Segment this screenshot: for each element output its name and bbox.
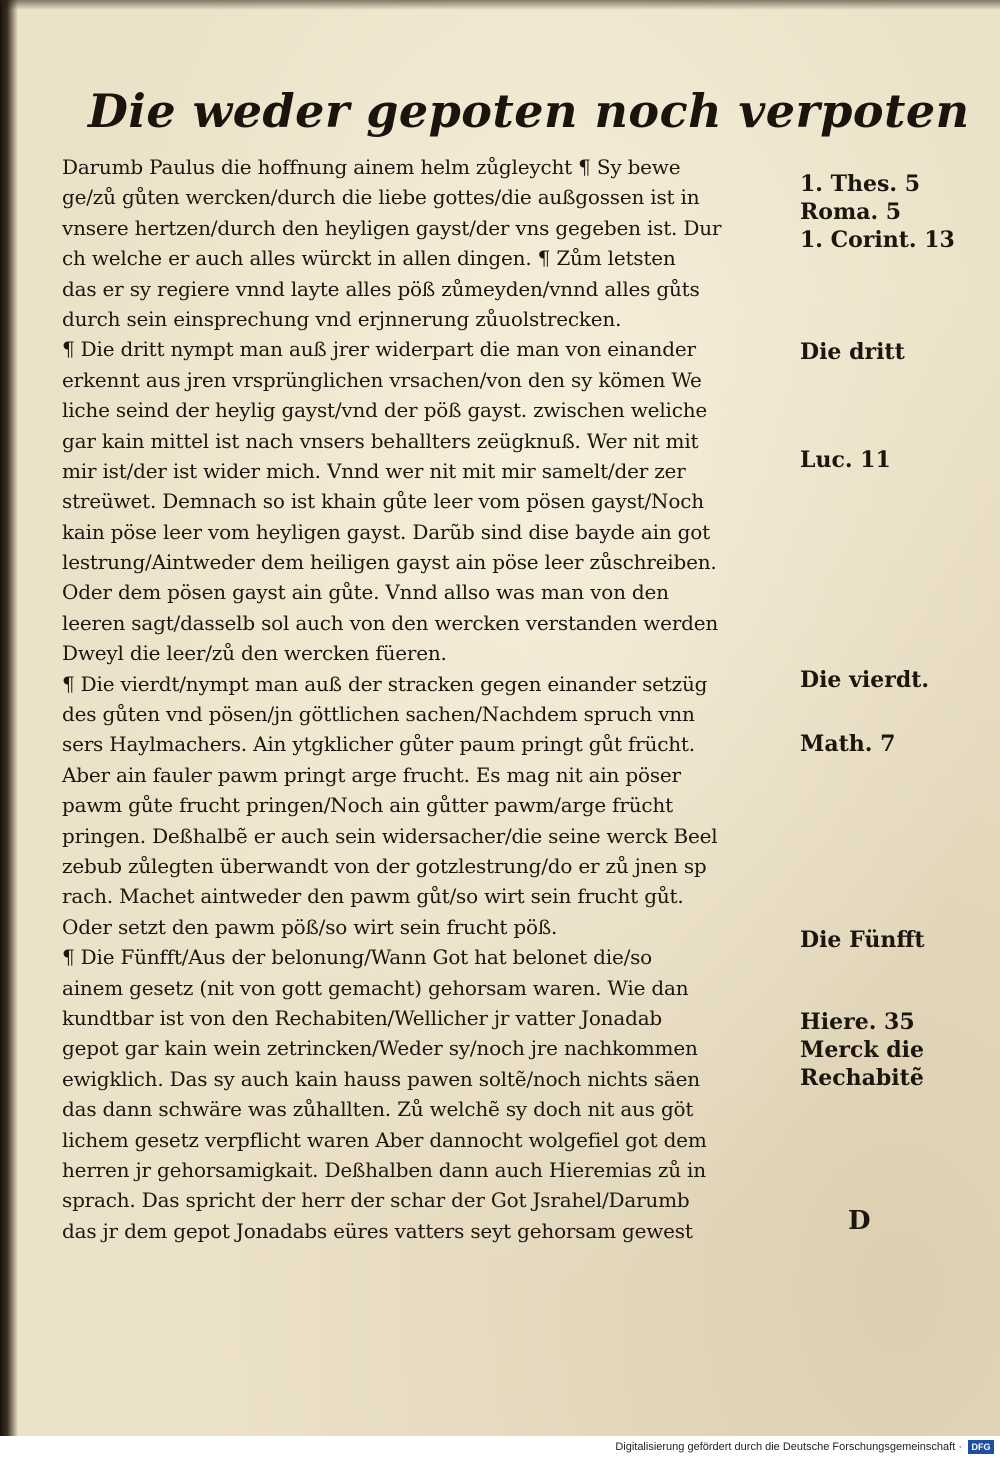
text-line: pawm gůte frucht pringen/Noch ain gůtter pawm/arge frücht xyxy=(62,793,673,818)
body-text xyxy=(62,152,800,1246)
text-line: ainem gesetz (nit von gott gemacht) gehorsam waren. Wie dan xyxy=(62,975,689,1000)
text-line: Oder dem pösen gayst ain gůte. Vnnd allso was man von den xyxy=(62,580,669,605)
text-line: ¶ Die Fünfft/Aus der belonung/Wann Got hat belonet die/so xyxy=(62,945,653,970)
text-line: gar kain mittel ist nach vnsers behallters zeügknuß. Wer nit mit xyxy=(62,428,699,453)
margin-note: 1. Thes. 5 xyxy=(800,171,921,197)
margin-note: 1. Corint. 13 xyxy=(800,227,955,253)
margin-note: Roma. 5 xyxy=(800,199,902,225)
text-line: durch sein einsprechung vnd erjnnerung zůuolstrecken. xyxy=(62,306,622,331)
text-line: das jr dem gepot Jonadabs eüres vatters seyt gehorsam gewest xyxy=(62,1218,693,1243)
margin-note: Merck die xyxy=(800,1037,924,1063)
margin-note: Rechabitẽ xyxy=(800,1065,924,1091)
text-line: ewigklich. Das sy auch kain hauss pawen soltẽ/noch nichts säen xyxy=(62,1066,700,1091)
dfg-logo: DFG xyxy=(968,1440,994,1454)
text-line: das dann schwäre was zůhallten. Zů welchẽ sy doch nit aus göt xyxy=(62,1097,694,1122)
text-line: Darumb Paulus die hoffnung ainem helm zůgleycht ¶ Sy bewe xyxy=(62,155,681,179)
text-line: herren jr gehorsamigkait. Deßhalben dann auch Hieremias zů in xyxy=(62,1157,706,1182)
text-line: ch welche er auch alles würckt in allen dingen. ¶ Zům letsten xyxy=(62,246,676,271)
text-line: sprach. Das spricht der herr der schar der Got Jsrahel/Darumb xyxy=(62,1188,690,1213)
text-line: sers Haylmachers. Ain ytgklicher gůter paum pringt gůt frücht. xyxy=(62,732,695,757)
margin-note: Die Fünfft xyxy=(800,927,925,953)
top-edge-shadow xyxy=(0,0,1000,10)
text-line: das er sy regiere vnnd layte alles pöß zůmeyden/vnnd alles gůts xyxy=(62,276,700,301)
margin-note: Math. 7 xyxy=(800,731,896,757)
funding-credit: Digitalisierung gefördert durch die Deutsche Forschungsgemeinschaft · xyxy=(615,1441,962,1453)
footer-bar xyxy=(0,1436,1000,1460)
text-line: rach. Machet aintweder den pawm gůt/so wirt sein frucht gůt. xyxy=(62,884,684,909)
text-line: Oder setzt den pawm pöß/so wirt sein frucht pöß. xyxy=(62,914,558,939)
margin-note: Die dritt xyxy=(800,339,905,365)
text-line: kain pöse leer vom heyligen gayst. Darũb sind dise bayde ain got xyxy=(62,519,710,544)
text-line: des gůten vnd pösen/jn göttlichen sachen/Nachdem spruch vnn xyxy=(62,702,695,727)
text-line: lestrung/Aintweder dem heiligen gayst ain pöse leer zůschreiben. xyxy=(62,550,717,575)
binding-shadow xyxy=(0,0,18,1436)
margin-note: Hiere. 35 xyxy=(800,1009,915,1035)
catchword: D xyxy=(848,1206,871,1236)
text-line: ¶ Die vierdt/nympt man auß der stracken gegen einander setzüg xyxy=(62,671,708,696)
text-line: Dweyl die leer/zů den wercken füeren. xyxy=(62,641,447,666)
text-line: zebub zůlegten überwandt von der gotzlestrung/do er zů jnen sp xyxy=(62,853,707,878)
page-headline: Die weder gepoten noch verpoten xyxy=(88,84,970,138)
text-line: kundtbar ist von den Rechabiten/Wellicher jr vatter Jonadab xyxy=(62,1005,663,1030)
text-line: Aber ain fauler pawm pringt arge frucht. Es mag nit ain pöser xyxy=(62,762,681,787)
text-line: ¶ Die dritt nympt man auß jrer widerpart die man von einander xyxy=(62,337,696,362)
text-line: pringen. Deßhalbẽ er auch sein widersacher/die seine werck Beel xyxy=(62,823,718,848)
text-line: vnsere hertzen/durch den heyligen gayst/der vns gegeben ist. Dur xyxy=(62,215,722,240)
text-line: leeren sagt/dasselb sol auch von den wercken verstanden werden xyxy=(62,610,719,635)
text-line: streüwet. Demnach so ist khain gůte leer vom pösen gayst/Noch xyxy=(62,489,704,514)
text-line: erkennt aus jren vrsprünglichen vrsachen/von den sy kömen We xyxy=(62,367,702,392)
text-line: mir ist/der ist wider mich. Vnnd wer nit mit mir samelt/der zer xyxy=(62,458,686,483)
text-line: ge/zů gůten wercken/durch die liebe gottes/die außgossen ist in xyxy=(62,185,700,210)
text-line: gepot gar kain wein zetrincken/Weder sy/noch jre nachkommen xyxy=(62,1036,698,1061)
margin-note: Die vierdt. xyxy=(800,667,930,693)
text-line: liche seind der heylig gayst/vnd der pöß gayst. zwischen weliche xyxy=(62,398,708,423)
text-line: lichem gesetz verpflicht waren Aber dannocht wolgefiel got dem xyxy=(62,1127,707,1152)
margin-note: Luc. 11 xyxy=(800,447,891,473)
